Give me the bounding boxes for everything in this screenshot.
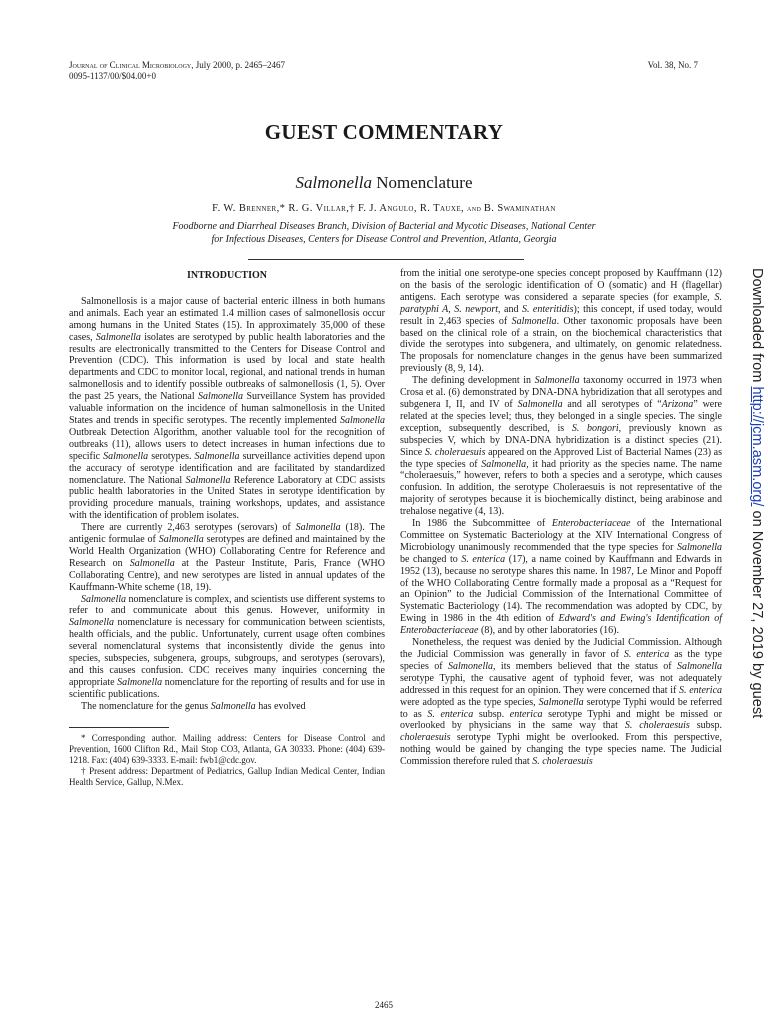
right-column — [400, 268, 722, 768]
sidebar-text: Downloaded from — [749, 268, 765, 387]
citation: , July 2000, p. 2465–2467 — [191, 60, 286, 70]
italic-term: Salmonella — [185, 474, 231, 486]
issn: 0095-1137/00/$04.00+0 — [69, 71, 156, 81]
left-column — [69, 268, 385, 788]
text-run: Surveillance System has provided valuable information on the incidence of human salmonellosis in the United States and trends in specific serotypes. The recently implemented — [69, 391, 385, 426]
italic-term: Salmonella — [117, 676, 163, 688]
italic-term: S. enterica — [623, 649, 670, 660]
italic-term: S. newport — [454, 303, 499, 315]
text-run: be changed to — [400, 553, 462, 565]
text-run: isolates are serotyped by public health laboratories and the results are electronically transmitted to the Centers for Disease Control and Prevention (CDC). This information is used by local and state health departments and CDC to monitor local, regional, and national trends in human salmonellosis and to identify possible outbreaks of salmonellosis (1, 5). Over the past 25 years, the National — [69, 331, 385, 403]
text-run: (8), and by other laboratories (16). — [478, 625, 620, 637]
paragraph — [69, 296, 385, 522]
italic-term: Salmonella — [81, 593, 126, 605]
paragraph — [69, 594, 385, 701]
text-run: taxonomy occurred in 1973 when Crosa et al. (6) demonstrated by DNA-DNA hybridization that all serotypes and subgenera I, II, and IV of — [400, 375, 722, 410]
italic-term: S. enterica — [679, 684, 723, 696]
text-run: nomenclature is necessary for communication between scientists, health officials, and the public. Unfortunately, current usage often combines several nomenclatural systems that inconsistently divide the genus into species, subspecies, subgenera, groups, subgroups, and serotypes (serovars), and this causes confusion. CDC receives many inquiries concerning the appropriate — [69, 617, 385, 688]
text-run: ); this concept, if used today, would result in 2,463 species of — [400, 303, 722, 327]
paragraph — [400, 375, 722, 518]
author: F. J. Angulo, — [357, 203, 420, 214]
journal-name: Journal of Clinical Microbiology — [69, 60, 192, 70]
italic-term: Salmonella — [534, 375, 580, 387]
paragraph — [400, 268, 722, 375]
volume-issue: Vol. 38, No. 7 — [647, 60, 698, 70]
text-run: Outbreak Detection Algorithm, another valuable tool for the recognition of outbreaks (11), allows users to detect increases in human infections due to specific — [69, 426, 385, 462]
text-run: appeared on the Approved List of Bacterial Names (23) as the type species of — [400, 446, 722, 470]
italic-term: S. choleraesuis — [424, 446, 486, 458]
text-run: serotype Typhi, the causative agent of typhoid fever, was not adequately addressed in this request for an opinion. They were concerned that if — [400, 672, 722, 696]
italic-term: Salmonella — [198, 391, 244, 403]
text-run: , previously known as subspecies V, which by DNA-DNA hybridization is a distinct species (21). Since — [400, 422, 722, 458]
italic-term: Salmonella — [517, 398, 563, 410]
section-title: GUEST COMMENTARY — [264, 120, 504, 144]
author: R. G. Villar,† — [288, 203, 358, 214]
text-run: at the Pasteur Institute, Paris, France (WHO Collaborating Centre), and new serotypes are listed in annual updates of the Kauffmann-White scheme (18, 19). — [69, 557, 385, 593]
italic-term: Salmonella — [69, 617, 114, 629]
title-rest: Nomenclature — [371, 173, 473, 192]
italic-term: S. enterica — [427, 708, 474, 720]
text-run: subsp. — [473, 708, 510, 720]
text-run: (18). The antigenic formulae of — [69, 522, 385, 546]
author-and: and — [467, 203, 484, 213]
text-run: of the International Committee on Systematic Bacteriology at the XIV International Congress of Microbiology unanimously recommended that the type species for — [400, 518, 722, 553]
italic-term: Salmonella — [538, 696, 584, 708]
text-run: , and — [498, 303, 522, 315]
text-run: The defining development in — [412, 375, 535, 387]
text-run: , it had priority as the species name. The name “choleraesuis,” however, refers to both a species and a serotype, which causes confusion. In addition, the serotype Choleraesuis is not representative of the majority of serotypes because it is biochemically distinct, being arabinose and trehalose negative (4, 13). — [400, 458, 723, 518]
author: B. Swaminathan — [483, 203, 556, 214]
footnote-corresponding: * Corresponding author. Mailing address: Centers for Disease Control and Prevention, 1600 Clifton Rd., Mail Stop CO3, Atlanta, GA 30333. Phone: (404) 639-1218. Fax: (404) 639-3333. E-mail: fwb1@cdc.gov. — [69, 732, 385, 765]
text-run: serotypes. — [148, 450, 195, 462]
text-run: Nonetheless, the request was denied by the Judicial Commission. Although the Judicial Commission was generally in favor of — [400, 637, 722, 660]
text-run: subsp. — [689, 720, 723, 732]
paragraph — [400, 518, 722, 637]
text-run: ” were related at the species level; thus, they belonged in a single species. The single exception, subsequently described, is — [400, 398, 722, 434]
text-run: , — [448, 303, 455, 315]
italic-term: Edward's and Ewing's Identification of Enterobacteriaceae — [400, 613, 723, 637]
italic-term: Salmonella — [210, 700, 256, 712]
italic-term: Arizona — [661, 398, 694, 410]
text-run: The nomenclature for the genus — [81, 700, 211, 712]
text-run: Reference Laboratory at CDC assists public health laboratories in the United States in serotype identification by providing procedure manuals, training workshops, updates, and assistance with the identification of problem isolates. — [69, 474, 385, 522]
article-title — [0, 173, 768, 193]
introduction-heading: INTRODUCTION — [186, 270, 267, 281]
italic-term: Salmonella — [481, 458, 527, 470]
italic-term: S. choleraesuis — [532, 756, 593, 768]
text-run: serotype Typhi might be overlooked. From this perspective, nothing would be gained by changing the type species name. The Judicial Commission therefore ruled that — [400, 732, 722, 768]
text-run: . Other taxonomic proposals have been based on the clinical role of a strain, on the biochemical characteristics that divide the serotypes into subgenera, and ultimately, on genomic relatedness. The proposals for nomenclature changes in the genus have been summarized previously (8, 9, 14). — [400, 315, 722, 375]
text-run: , its members believed that the status of — [493, 660, 677, 672]
paragraph — [69, 522, 385, 593]
text-run: and all serotypes of “ — [562, 398, 662, 410]
paragraph — [69, 701, 385, 713]
authors — [0, 203, 768, 214]
italic-term: Salmonella — [103, 450, 149, 462]
italic-term: choleraesuis — [400, 732, 451, 744]
italic-term: S. choleraesuis — [624, 720, 690, 732]
italic-term: Salmonella — [95, 331, 141, 343]
italic-term: Salmonella — [677, 660, 722, 672]
footnotes — [69, 733, 385, 788]
footnote-divider — [69, 727, 169, 728]
italic-term: Salmonella — [448, 660, 494, 672]
italic-term: Enterobacteriaceae — [551, 518, 631, 530]
text-run: (17), a name coined by Kauffmann and Edwards in 1952 (13), because no serotype shares this name. In 1987, Le Minor and Popoff of the WHO Collaborating Centre formally made a proposal as a “Request for an Opinion” to the Judicial Commission of the International Committee of Systematic Bacteriology (14). The recommendation was adopted by CDC, by Ewing in 1986 in the 4th edition of — [400, 553, 722, 625]
affiliation — [110, 220, 658, 246]
text-run: nomenclature is complex, and scientists use different systems to refer to and communicate about this genus. However, uniformity in — [69, 593, 385, 617]
affiliation-line: Foodborne and Diarrheal Diseases Branch, Division of Bacterial and Mycotic Diseases, National Center — [172, 221, 596, 232]
italic-term: Salmonella — [194, 450, 240, 462]
italic-term: Salmonella — [129, 557, 175, 569]
text-run: In 1986 the Subcommittee of — [412, 518, 552, 530]
running-header — [69, 60, 285, 82]
journal-link[interactable]: http://jcm.asm.org/ — [749, 386, 765, 507]
italic-term: Salmonella — [340, 414, 385, 426]
italic-term: S. bongori — [571, 422, 619, 434]
text-run: There are currently 2,463 serotypes (serovars) of — [81, 522, 296, 534]
italic-term: S. enteritidis — [521, 303, 574, 315]
text-run: as the type species of — [400, 649, 722, 672]
author: R. Tauxe, — [419, 203, 468, 214]
text-run: were adopted as the type species, — [400, 696, 539, 708]
italic-term: Salmonella — [677, 541, 722, 553]
italic-term: Salmonella — [158, 534, 204, 546]
italic-term: enterica — [509, 708, 543, 720]
text-run: Salmonellosis is a major cause of bacterial enteric illness in both humans and animals. Each year an estimated 1.4 million cases of salmonellosis occur among humans in the United States (15). In approximately 35,000 of these cases, — [69, 295, 385, 343]
download-sidebar — [747, 268, 767, 718]
text-run: has evolved — [255, 700, 306, 712]
text-run: surveillance activities depend upon the accuracy of serotype identification and are facilitated by standardized nomenclature. The National — [69, 450, 385, 486]
italic-term: S. enterica — [461, 553, 506, 565]
title-divider — [248, 259, 524, 260]
text-run: serotypes are defined and maintained by the World Health Organization (WHO) Collaborating Centre for Reference and Research on — [69, 534, 386, 569]
italic-term: Salmonella — [511, 315, 557, 327]
footnote-present-address: † Present address: Department of Pediatrics, Gallup Indian Medical Center, Indian Health Service, Gallup, N.Mex. — [69, 765, 385, 787]
italic-term: S. paratyphi A — [400, 291, 722, 315]
title-genus: Salmonella — [295, 173, 372, 192]
paragraph — [400, 637, 722, 768]
text-run: serotype Typhi and might be missed or overlooked by physicians in the same way that — [400, 708, 723, 732]
text-run: nomenclature for the reporting of results and for use in scientific publications. — [69, 676, 385, 700]
page-number: 2465 — [375, 1000, 393, 1010]
italic-term: Salmonella — [295, 522, 341, 534]
text-run: serotype Typhi would be referred to as — [400, 696, 722, 720]
affiliation-line: for Infectious Diseases, Centers for Disease Control and Prevention, Atlanta, Georgia — [211, 234, 557, 245]
author: F. W. Brenner,* — [212, 203, 289, 214]
text-run: from the initial one serotype-one species concept proposed by Kauffmann (12) on the basis of the serologic identification of O (somatic) and H (flagellar) antigens. Each serotype was considered a separate species (for example, — [400, 268, 722, 303]
sidebar-text: on November 27, 2019 by guest — [749, 506, 765, 719]
